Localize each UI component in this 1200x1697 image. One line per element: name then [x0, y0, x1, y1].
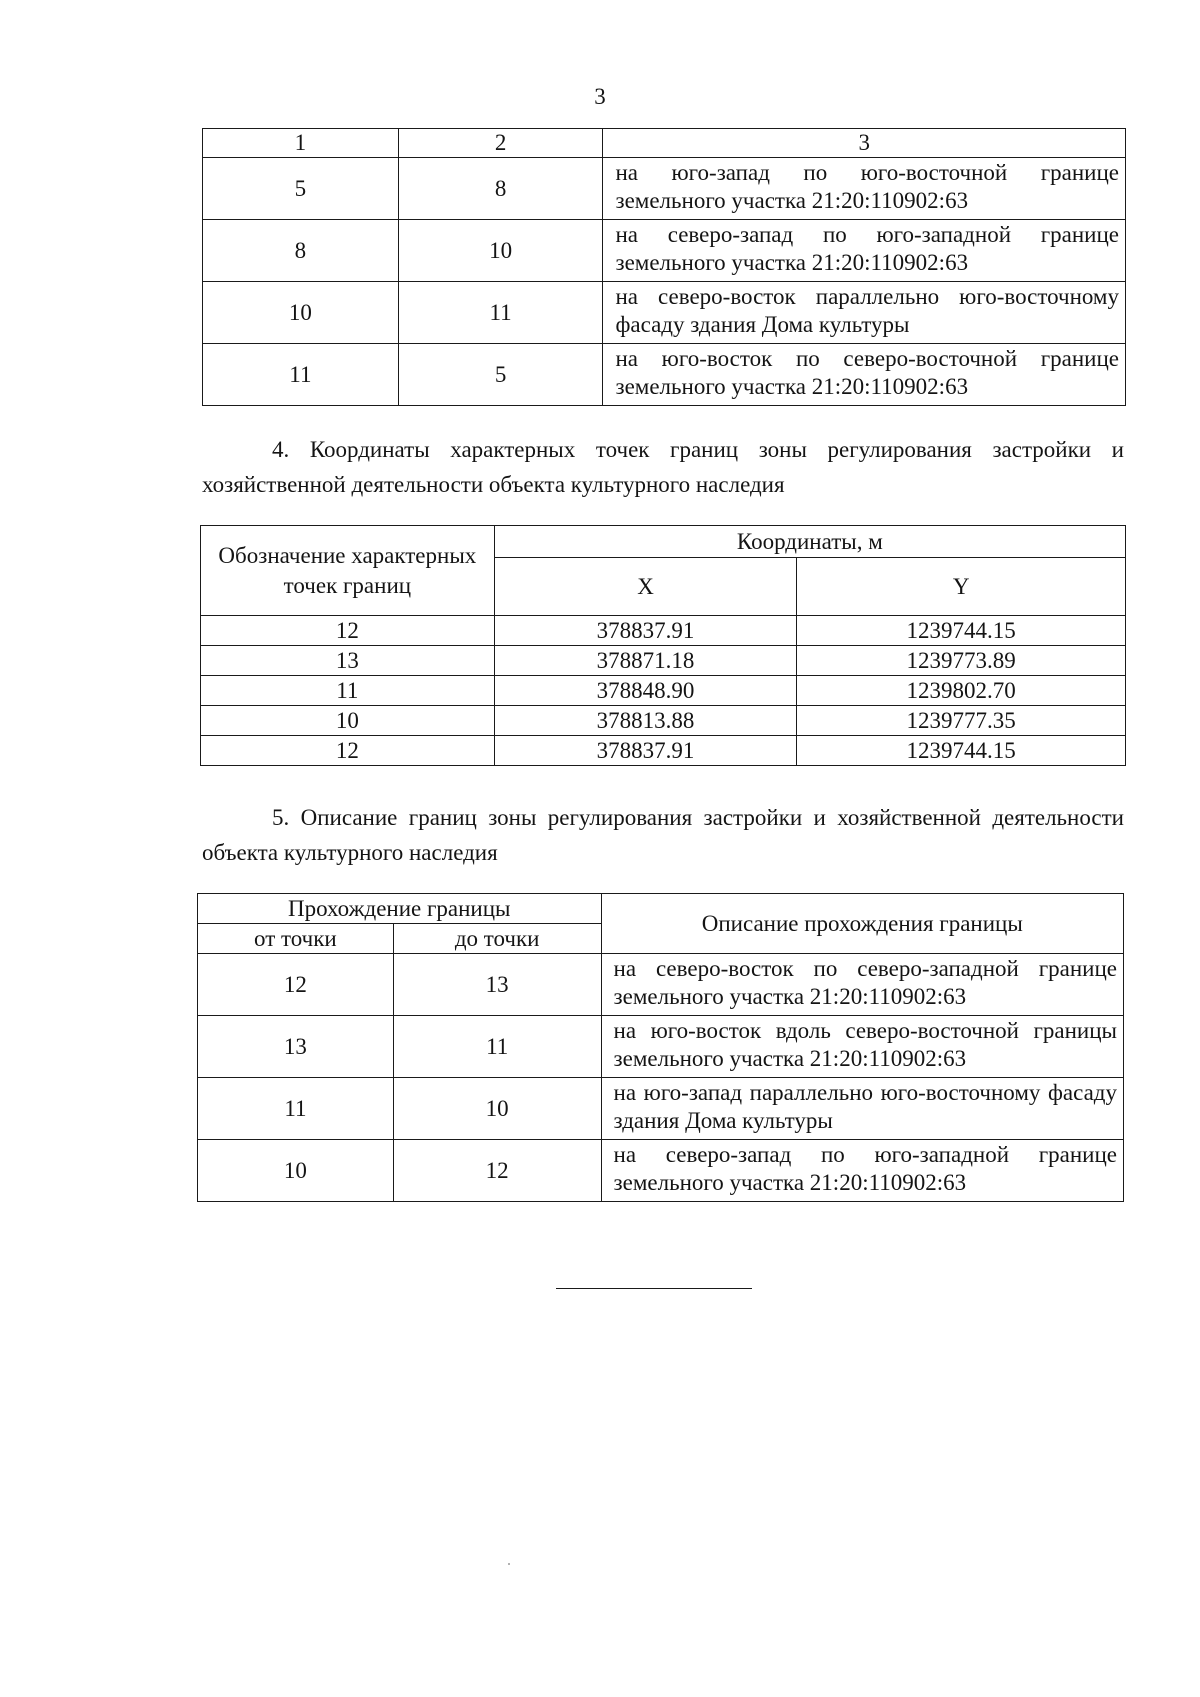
point-id: 13: [201, 646, 495, 676]
boundary-description: на северо-восток по северо-западной границе земельного участка 21:20:110902:63: [601, 954, 1123, 1016]
table-row: [201, 706, 1126, 736]
table-row: [201, 736, 1126, 766]
table-row: [203, 344, 1126, 406]
table-row: [203, 282, 1126, 344]
table-row: [198, 1078, 1124, 1140]
table-row: [198, 1140, 1124, 1202]
to-point: 11: [398, 282, 603, 344]
from-point: 8: [203, 220, 399, 282]
to-point: 12: [393, 1140, 601, 1202]
table-header-row: [203, 129, 1126, 158]
boundary-description-table-continued: [202, 128, 1126, 406]
to-point: 10: [393, 1078, 601, 1140]
x-coordinate: 378871.18: [494, 646, 797, 676]
to-point: 5: [398, 344, 603, 406]
to-point: 8: [398, 158, 603, 220]
boundary-description: на юго-восток вдоль северо-восточной границы земельного участка 21:20:110902:63: [601, 1016, 1123, 1078]
x-coordinate: 378837.91: [494, 736, 797, 766]
table-row: [198, 1016, 1124, 1078]
boundary-description: на северо-запад по юго-западной границе земельного участка 21:20:110902:63: [601, 1140, 1123, 1202]
x-coordinate: 378813.88: [494, 706, 797, 736]
column-header: 1: [203, 129, 399, 158]
x-coordinate: 378848.90: [494, 676, 797, 706]
point-id: 11: [201, 676, 495, 706]
boundary-passage-header: Прохождение границы: [198, 894, 602, 924]
x-coordinate: 378837.91: [494, 616, 797, 646]
zone-boundary-description-table: [197, 893, 1124, 1202]
y-coordinate: 1239777.35: [797, 706, 1126, 736]
description-header: Описание прохождения границы: [601, 894, 1123, 954]
from-point-header: от точки: [198, 924, 394, 954]
table-row: [201, 676, 1126, 706]
boundary-description: на юго-запад параллельно юго-восточному фасаду здания Дома культуры: [601, 1078, 1123, 1140]
end-of-document-rule: [556, 1288, 752, 1289]
from-point: 12: [198, 954, 394, 1016]
from-point: 10: [198, 1140, 394, 1202]
boundary-description: на юго-восток по северо-восточной границе земельного участка 21:20:110902:63: [603, 344, 1126, 406]
table-header-row: [198, 894, 1124, 924]
to-point: 10: [398, 220, 603, 282]
point-id: 12: [201, 616, 495, 646]
y-coordinate: 1239802.70: [797, 676, 1126, 706]
point-id: 10: [201, 706, 495, 736]
table-row: [203, 158, 1126, 220]
table-row: [198, 954, 1124, 1016]
y-coordinate: 1239744.15: [797, 616, 1126, 646]
coordinates-header: Координаты, м: [494, 526, 1125, 558]
table-header-row: [201, 526, 1126, 558]
x-header: X: [494, 558, 797, 616]
from-point: 5: [203, 158, 399, 220]
column-header: 2: [398, 129, 603, 158]
column-header: 3: [603, 129, 1126, 158]
section-4-heading: 4. Координаты характерных точек границ зоны регулирования застройки и хозяйственной деятельности объекта культурного наследия: [202, 437, 1124, 497]
table-row: [203, 220, 1126, 282]
from-point: 13: [198, 1016, 394, 1078]
section-5-heading: 5. Описание границ зоны регулирования застройки и хозяйственной деятельности объекта культурного наследия: [202, 805, 1124, 865]
scan-speck: [508, 1563, 510, 1565]
boundary-description: на северо-восток параллельно юго-восточному фасаду здания Дома культуры: [603, 282, 1126, 344]
point-designation-header: Обозначение характерных точек границ: [201, 526, 495, 616]
boundary-description: на юго-запад по юго-восточной границе земельного участка 21:20:110902:63: [603, 158, 1126, 220]
from-point: 11: [203, 344, 399, 406]
y-coordinate: 1239744.15: [797, 736, 1126, 766]
boundary-description: на северо-запад по юго-западной границе земельного участка 21:20:110902:63: [603, 220, 1126, 282]
table-row: [201, 616, 1126, 646]
y-coordinate: 1239773.89: [797, 646, 1126, 676]
point-id: 12: [201, 736, 495, 766]
coordinates-table: [200, 525, 1126, 766]
to-point-header: до точки: [393, 924, 601, 954]
from-point: 10: [203, 282, 399, 344]
table-row: [201, 646, 1126, 676]
to-point: 11: [393, 1016, 601, 1078]
y-header: Y: [797, 558, 1126, 616]
from-point: 11: [198, 1078, 394, 1140]
to-point: 13: [393, 954, 601, 1016]
page-number: 3: [594, 84, 606, 109]
